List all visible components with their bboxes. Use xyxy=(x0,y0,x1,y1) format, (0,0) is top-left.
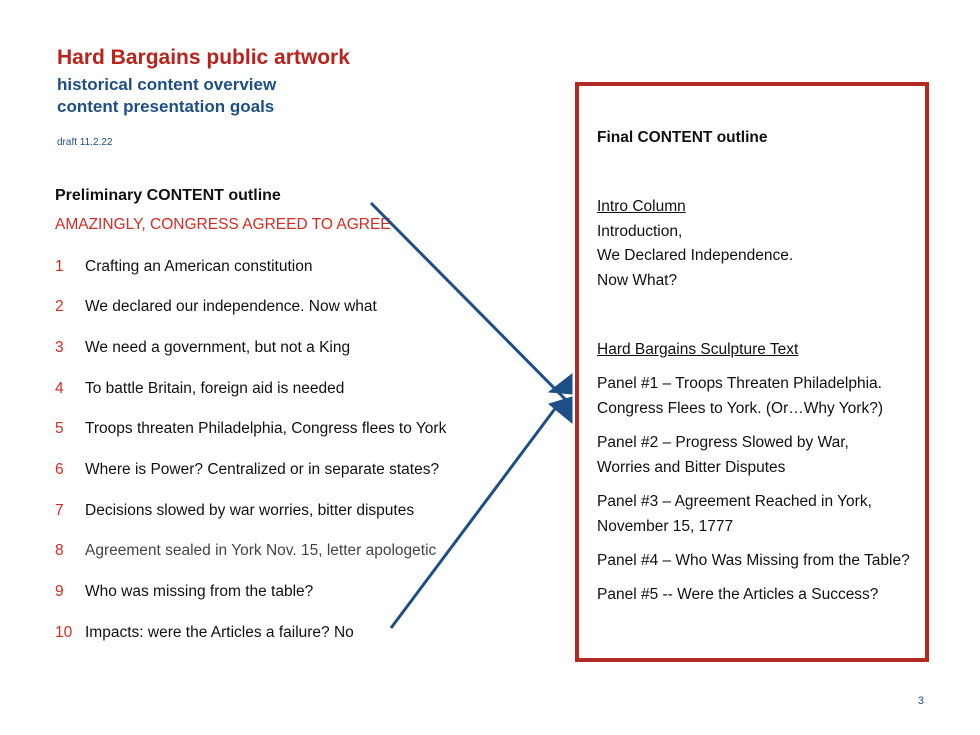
preliminary-heading: Preliminary CONTENT outline xyxy=(55,187,281,204)
panel-line: Worries and Bitter Disputes xyxy=(597,459,786,476)
item-number: 4 xyxy=(55,380,64,397)
arrow-line-upper xyxy=(371,203,566,400)
item-text: Where is Power? Centralized or in separate states? xyxy=(85,461,440,478)
item-number: 2 xyxy=(55,298,64,315)
item-text: Troops threaten Philadelphia, Congress flees to York xyxy=(85,420,447,437)
panel-line: Congress Flees to York. (Or…Why York?) xyxy=(597,400,884,417)
item-text: Who was missing from the table? xyxy=(85,583,314,600)
item-number: 6 xyxy=(55,461,64,478)
item-number: 5 xyxy=(55,420,64,437)
item-text: We declared our independence. Now what xyxy=(85,298,377,315)
page-number: 3 xyxy=(917,695,924,707)
subtitle-overview: historical content overview xyxy=(57,75,277,94)
final-outline-frame xyxy=(575,82,929,662)
panel-line: Panel #1 – Troops Threaten Philadelphia. xyxy=(597,375,882,392)
panel-line: Panel #4 – Who Was Missing from the Table? xyxy=(597,552,910,569)
intro-line: Introduction, xyxy=(597,223,683,240)
item-text: Agreement sealed in York Nov. 15, letter apologetic xyxy=(85,542,437,559)
intro-heading: Intro Column xyxy=(597,198,686,215)
item-number: 9 xyxy=(55,583,64,600)
item-text: Impacts: were the Articles a failure? No xyxy=(85,624,354,641)
item-number: 8 xyxy=(55,542,64,559)
item-number: 3 xyxy=(55,339,64,356)
panel-line: November 15, 1777 xyxy=(597,518,734,535)
sculpture-heading: Hard Bargains Sculpture Text xyxy=(597,341,799,358)
intro-line: We Declared Independence. xyxy=(597,247,794,264)
panel-line: Panel #3 – Agreement Reached in York, xyxy=(597,493,872,510)
panel-line: Panel #2 – Progress Slowed by War, xyxy=(597,434,849,451)
item-number: 10 xyxy=(55,624,73,641)
intro-line: Now What? xyxy=(597,272,678,289)
arrowhead-upper-icon xyxy=(549,374,572,394)
item-text: We need a government, but not a King xyxy=(85,339,351,356)
subtitle-goals: content presentation goals xyxy=(57,97,275,116)
page-title: Hard Bargains public artwork xyxy=(57,46,350,69)
preliminary-subheading: AMAZINGLY, CONGRESS AGREED TO AGREE xyxy=(55,216,391,233)
item-text: Crafting an American constitution xyxy=(85,258,313,275)
panel-line: Panel #5 -- Were the Articles a Success? xyxy=(597,586,879,603)
final-heading: Final CONTENT outline xyxy=(597,129,768,146)
draft-date: draft 11.2.22 xyxy=(57,137,113,148)
item-text: To battle Britain, foreign aid is needed xyxy=(85,380,345,397)
item-number: 7 xyxy=(55,502,64,519)
item-text: Decisions slowed by war worries, bitter disputes xyxy=(85,502,415,519)
arrow-line-lower xyxy=(391,402,560,628)
item-number: 1 xyxy=(55,258,64,275)
